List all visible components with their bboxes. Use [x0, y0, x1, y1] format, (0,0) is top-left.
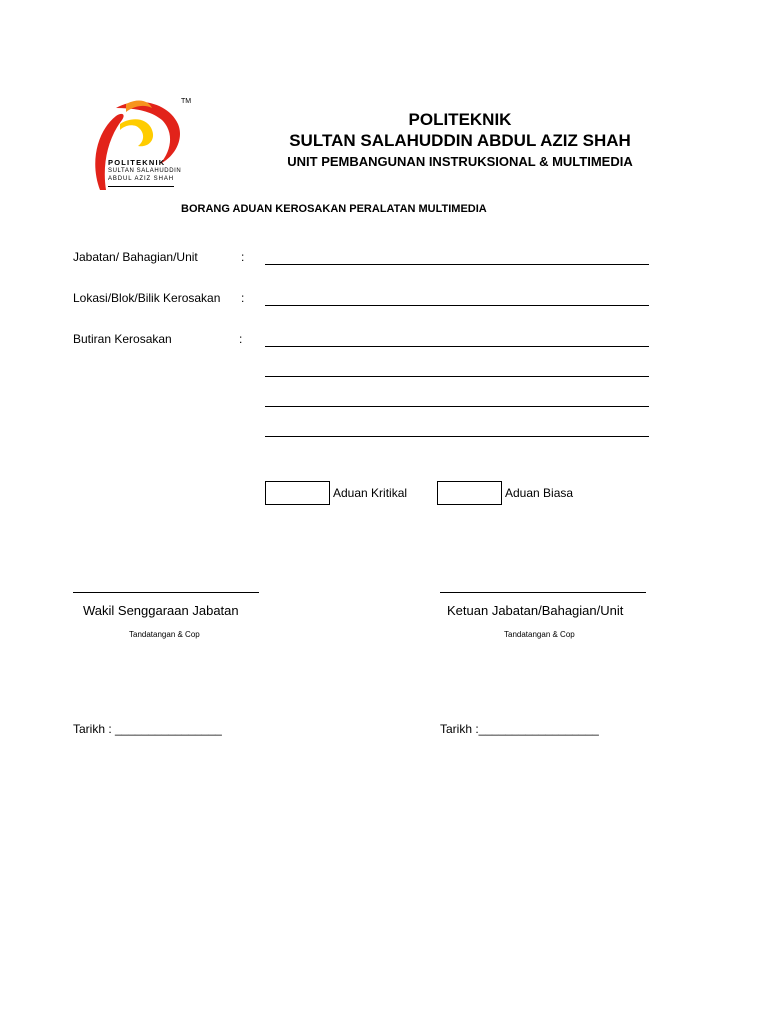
trademark-mark: TM	[181, 98, 192, 105]
critical-complaint-label: Aduan Kritikal	[333, 486, 408, 500]
field-label-department: Jabatan/ Bahagian/Unit	[73, 250, 198, 264]
damage-details-input-line[interactable]	[265, 406, 649, 407]
field-label-damage-details: Butiran Kerosakan	[73, 332, 172, 346]
signature-line-department-rep[interactable]	[73, 592, 259, 593]
field-colon: :	[241, 291, 245, 305]
damage-details-input-line[interactable]	[265, 346, 649, 347]
damage-details-input-line[interactable]	[265, 436, 649, 437]
logo-underline	[108, 186, 174, 187]
form-title: BORANG ADUAN KEROSAKAN PERALATAN MULTIMEDIA	[181, 203, 487, 215]
field-colon: :	[241, 250, 245, 264]
department-input-line[interactable]	[265, 264, 649, 265]
logo-text-line3: ABDUL AZIZ SHAH	[108, 176, 174, 182]
damage-details-input-line[interactable]	[265, 376, 649, 377]
signatory-head: Ketuan Jabatan/Bahagian/Unit	[447, 603, 624, 618]
location-input-line[interactable]	[265, 305, 649, 306]
field-label-location: Lokasi/Blok/Bilik Kerosakan	[73, 291, 221, 305]
signature-stamp-caption: Tandatangan & Cop	[129, 630, 200, 639]
unit-name: UNIT PEMBANGUNAN INSTRUKSIONAL & MULTIMEDIA	[287, 154, 633, 169]
date-field-department-rep[interactable]: Tarikh : ________________	[73, 722, 222, 736]
date-field-head[interactable]: Tarikh :__________________	[440, 722, 599, 736]
institution-name-line1: POLITEKNIK	[408, 110, 512, 129]
institution-name-line2: SULTAN SALAHUDDIN ABDUL AZIZ SHAH	[289, 131, 631, 150]
normal-complaint-checkbox[interactable]	[437, 481, 502, 505]
signatory-department-rep: Wakil Senggaraan Jabatan	[83, 603, 239, 618]
field-colon: :	[239, 332, 243, 346]
logo-text-line1: POLITEKNIK	[108, 158, 166, 167]
signature-line-head[interactable]	[440, 592, 646, 593]
logo-text-line2: SULTAN SALAHUDDIN	[108, 168, 182, 174]
normal-complaint-label: Aduan Biasa	[505, 486, 574, 500]
critical-complaint-checkbox[interactable]	[265, 481, 330, 505]
signature-stamp-caption: Tandatangan & Cop	[504, 630, 575, 639]
